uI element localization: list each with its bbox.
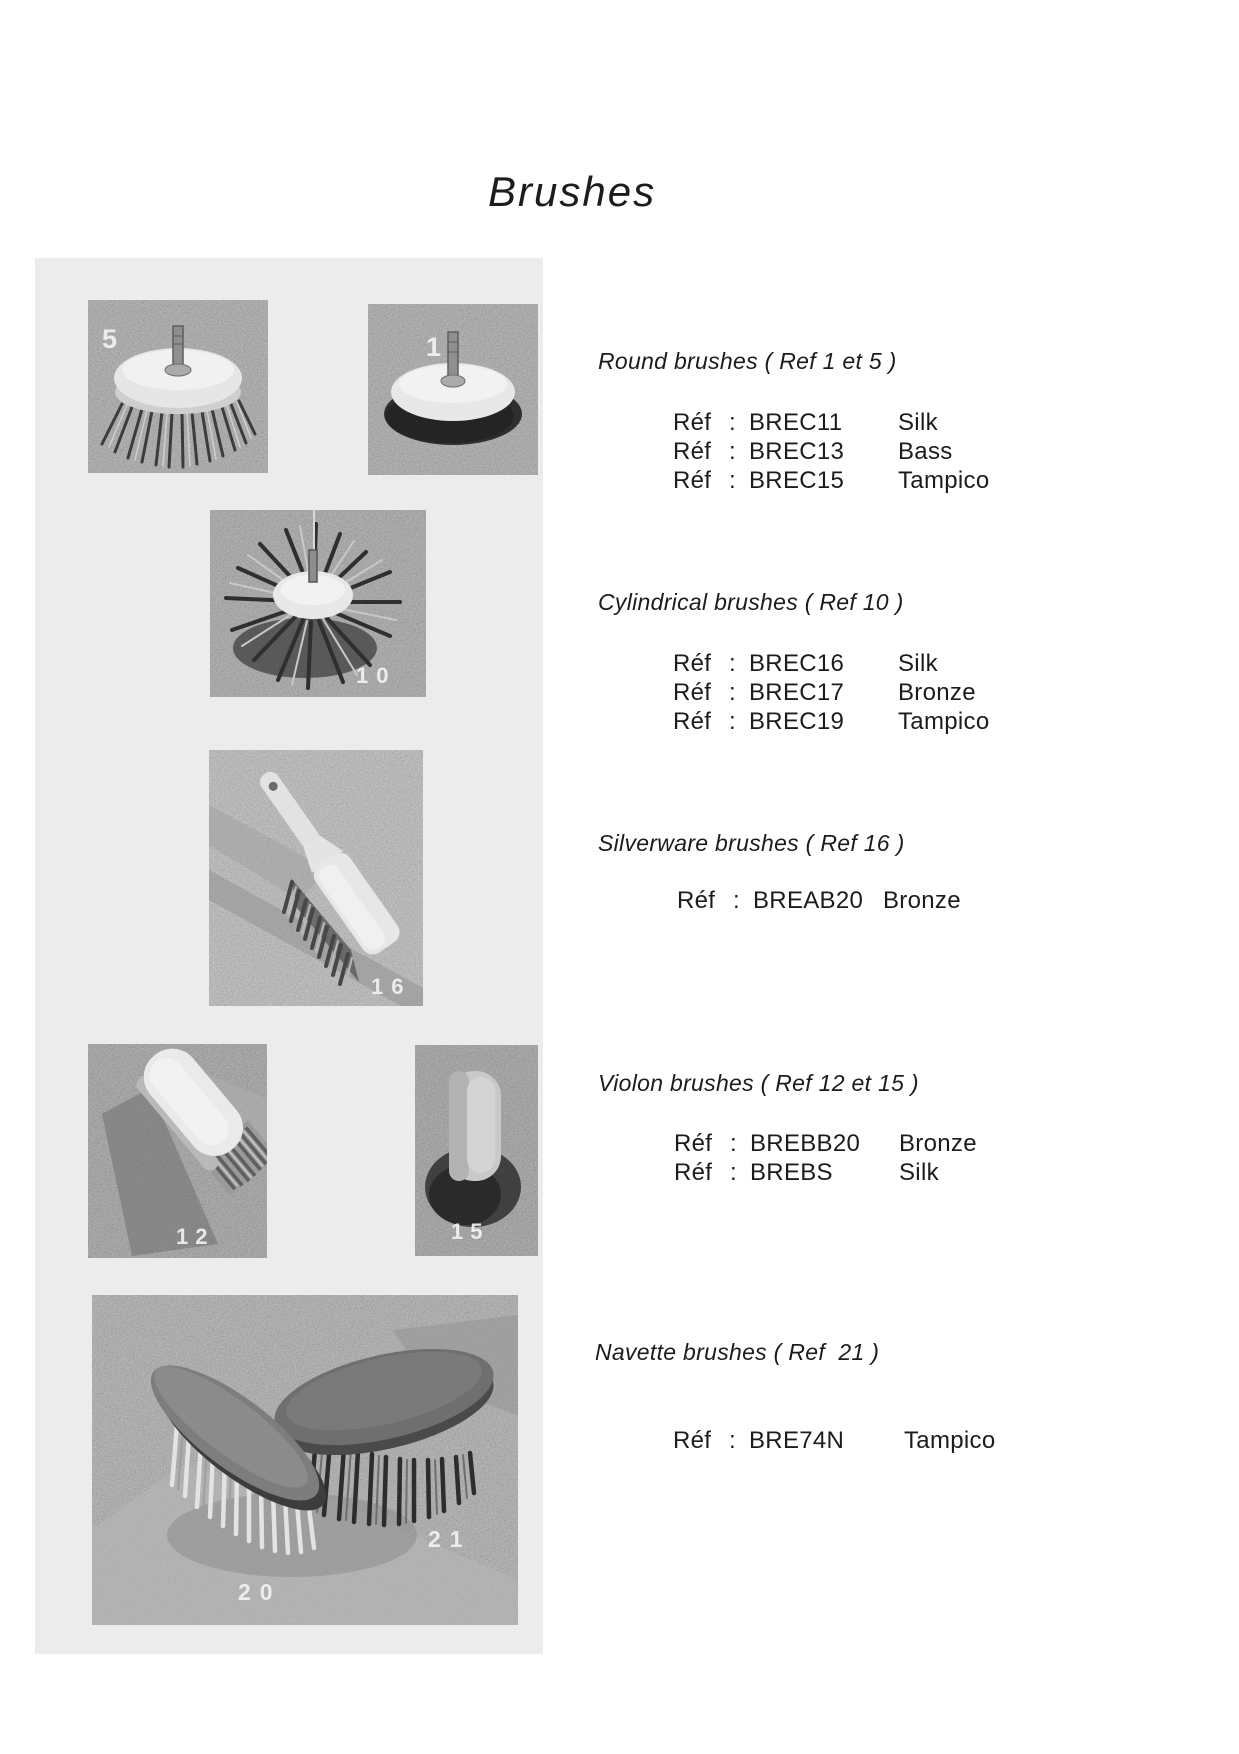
product-code: BREBB20: [750, 1130, 861, 1157]
product-material: Bronze: [898, 679, 976, 706]
product-material: Tampico: [898, 467, 990, 494]
photo-cylindrical-brush-10: [210, 510, 426, 697]
product-code: BRE74N: [749, 1427, 845, 1454]
brush-body: [449, 1071, 501, 1181]
colon: :: [729, 438, 736, 465]
colon: :: [729, 679, 736, 706]
product-code: BREBS: [750, 1159, 833, 1186]
product-code: BREC15: [749, 467, 845, 494]
product-row: [673, 1426, 995, 1455]
section-rows-cylindrical-brushes: [673, 649, 989, 736]
colon: :: [729, 708, 736, 735]
page-title: Brushes: [488, 168, 657, 216]
product-row: [674, 1158, 977, 1187]
product-material: Tampico: [904, 1427, 996, 1454]
ref-label: Réf: [673, 409, 712, 436]
section-heading-cylindrical-brushes: Cylindrical brushes ( Ref 10 ): [598, 589, 904, 615]
figure-number: 21: [428, 1526, 472, 1552]
violon-brush-15-image: [415, 1045, 538, 1256]
product-material: Tampico: [898, 708, 990, 735]
product-code: BREC11: [749, 409, 843, 436]
figure-number: 10: [356, 663, 397, 688]
product-material: Bronze: [883, 887, 961, 914]
product-row: [673, 408, 989, 437]
photo-silverware-brush-16: [209, 750, 423, 1006]
ref-label: Réf: [677, 887, 716, 914]
silverware-brush-16-image: [209, 750, 423, 1006]
colon: :: [729, 409, 736, 436]
product-row: [673, 649, 989, 678]
navette-brushes-image: [92, 1295, 518, 1625]
photo-round-brush-5: [88, 300, 268, 473]
colon: :: [730, 1130, 737, 1157]
ref-label: Réf: [673, 467, 712, 494]
product-code: BREC16: [749, 650, 845, 677]
product-material: Bass: [898, 438, 953, 465]
product-row: [673, 466, 989, 495]
ref-label: Réf: [673, 438, 712, 465]
figure-number: 15: [451, 1219, 490, 1244]
ref-label: Réf: [673, 708, 712, 735]
product-row: [677, 886, 961, 915]
product-row: [674, 1129, 977, 1158]
product-code: BREC19: [749, 708, 845, 735]
product-material: Bronze: [899, 1130, 977, 1157]
colon: :: [729, 1427, 736, 1454]
product-code: BREC13: [749, 438, 845, 465]
ref-label: Réf: [673, 679, 712, 706]
product-row: [673, 437, 989, 466]
product-code: BREAB20: [753, 887, 864, 914]
product-material: Silk: [898, 650, 938, 677]
section-heading-violon-brushes: Violon brushes ( Ref 12 et 15 ): [598, 1070, 919, 1096]
product-row: [673, 707, 989, 736]
product-material: Silk: [898, 409, 938, 436]
figure-number: 1: [426, 332, 442, 362]
section-rows-round-brushes: [673, 408, 989, 495]
colon: :: [729, 650, 736, 677]
section-rows-navette-brushes: [673, 1426, 995, 1455]
section-rows-violon-brushes: [674, 1129, 977, 1187]
figure-number: 20: [238, 1579, 282, 1605]
stem-nut: [441, 375, 465, 387]
product-material: Silk: [899, 1159, 939, 1186]
ref-label: Réf: [674, 1130, 713, 1157]
photo-round-brush-1: [368, 304, 538, 475]
photo-navette-brushes-20-21: [92, 1295, 518, 1625]
figure-number: 12: [176, 1224, 215, 1249]
cylindrical-brush-10-image: [210, 510, 426, 697]
stem-nut: [165, 364, 191, 376]
colon: :: [730, 1159, 737, 1186]
brush-stem: [309, 550, 317, 582]
photo-violon-brush-12: [88, 1044, 267, 1258]
ref-label: Réf: [673, 650, 712, 677]
figure-number: 16: [371, 974, 412, 999]
ref-label: Réf: [673, 1427, 712, 1454]
figure-number: 5: [102, 324, 118, 354]
section-heading-navette-brushes: Navette brushes ( Ref 21 ): [595, 1339, 880, 1365]
photo-violon-brush-15: [415, 1045, 538, 1256]
brush-stem: [173, 326, 183, 370]
product-code: BREC17: [749, 679, 845, 706]
brush-stem: [448, 332, 458, 380]
colon: :: [729, 467, 736, 494]
product-row: [673, 678, 989, 707]
round-brush-1-image: [368, 304, 538, 475]
round-brush-5-image: [88, 300, 268, 473]
violon-brush-12-image: [88, 1044, 267, 1258]
ref-label: Réf: [674, 1159, 713, 1186]
section-rows-silverware-brushes: [677, 886, 961, 915]
colon: :: [733, 887, 740, 914]
section-heading-round-brushes: Round brushes ( Ref 1 et 5 ): [598, 348, 897, 374]
section-heading-silverware-brushes: Silverware brushes ( Ref 16 ): [598, 830, 905, 856]
